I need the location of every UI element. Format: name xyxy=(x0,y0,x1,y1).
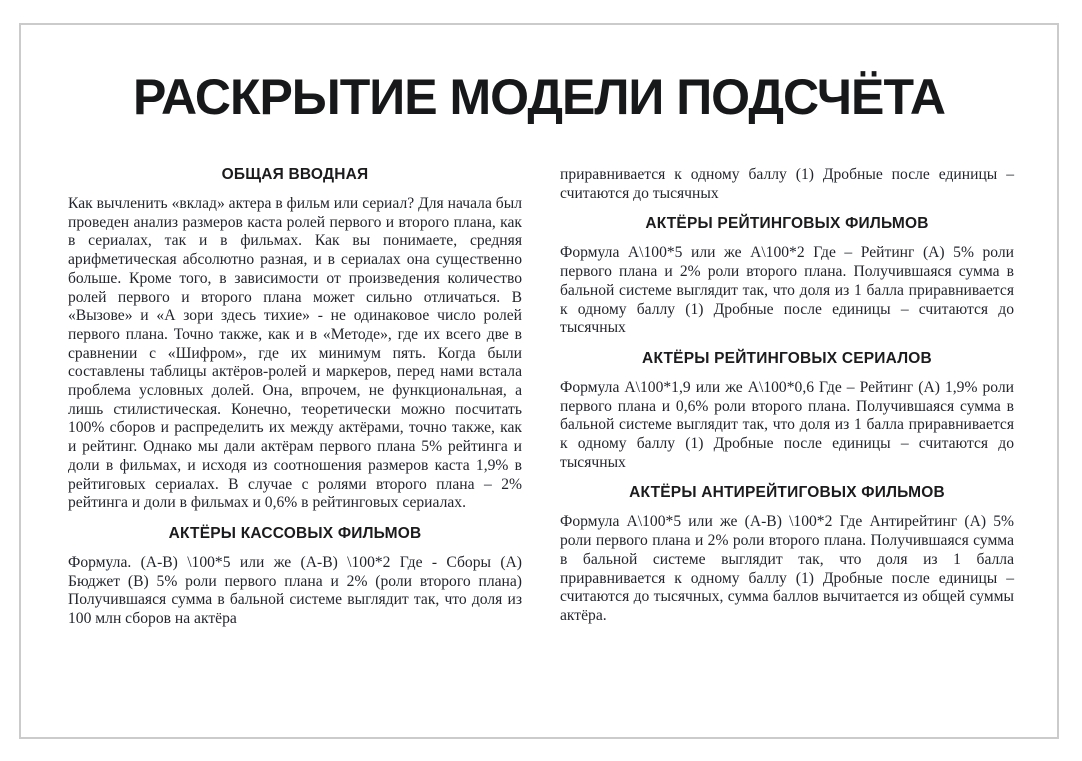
section-heading: ОБЩАЯ ВВОДНАЯ xyxy=(221,166,369,183)
section-rating-series-actors xyxy=(560,350,1014,473)
section-heading: АКТЁРЫ АНТИРЕЙТИГОВЫХ ФИЛЬМОВ xyxy=(629,484,945,502)
continuation-paragraph: приравнивается к одному баллу (1) Дробные после единицы – считаются до тысячных xyxy=(560,166,1014,202)
section-body: Формула А\100*1,9 или же А\100*0,6 Где – Рейтинг (А) 1,9% роли первого плана и 0,6% роли второго плана. Получившаяся сумма в бальной системе выглядит так, что доля из 1 балла приравнивается к одному баллу (1) Дробные после единицы – считаются до тысячных xyxy=(560,378,1014,471)
section-general-intro xyxy=(68,166,522,513)
section-heading: АКТЁРЫ РЕЙТИНГОВЫХ СЕРИАЛОВ xyxy=(642,349,932,367)
document-title: РАСКРЫТИЕ МОДЕЛИ ПОДСЧЁТА xyxy=(133,69,945,125)
section-heading: АКТЁРЫ КАССОВЫХ ФИЛЬМОВ xyxy=(168,524,422,542)
section-body: Формула. (А-В) \100*5 или же (А-В) \100*2 Где - Сборы (А) Бюджет (В) 5% роли первого плана и 2% (роли второго плана) Получившаяся сумма в бальной системе выглядит так, что доля из 100 млн сборов на актёра xyxy=(68,553,522,628)
section-body: Формула А\100*5 или же (А-В) \100*2 Где Антирейтинг (А) 5% роли первого плана и 2% роли второго плана. Получившаяся сумма в бальной системе выглядит так, что доля из 1 балла приравнивается к одному баллу (1) Дробные после единицы – считаются до тысячных, сумма баллов вычитается из общей суммы актёра. xyxy=(560,513,1014,624)
section-body: Как вычленить «вклад» актера в фильм или сериал? Для начала был проведен анализ размеров каста ролей первого и второго плана, как в сериалах, так и в фильмах. Как вы понимаете, средняя арифметическая абсолютно разная, и в сериалах она существенно больше. Кроме того, в зависимости от произведения количество ролей первого и второго плана может сильно отличаться. В «Вызове» и «А зори здесь тихие» - не одинаковое число ролей первого плана. Точно также, как и в «Методе», где их всего две в сравнении с «Шифром», где их минимум пять. Когда были составлены таблицы актёров-ролей и маркеров, перед нами встала проблема условных долей. Она, впрочем, не функциональная, а лишь стилистическая. Конечно, теоретически можно посчитать 100% сборов и распределить их между актёрами, точно также, как и рейтинг. Однако мы дали актёрам первого плана 5% рейтинга и доли в фильмах, и исходя из соотношения размеров каста 1,9% в рейтиговых сериалах. В случае с ролями второго плана – 2% рейтинга и доли в фильмах и 0,6% в рейтинговых сериалах. xyxy=(68,195,522,512)
right-column xyxy=(560,166,1014,626)
section-heading: АКТЁРЫ РЕЙТИНГОВЫХ ФИЛЬМОВ xyxy=(645,215,929,233)
section-body: Формула А\100*5 или же А\100*2 Где – Рейтинг (А) 5% роли первого плана и 2% роли второго плана. Получившаяся сумма в бальной системе выглядит так, что доля из 1 балла приравнивается к одному баллу (1) Дробные после единицы – считаются до тысячных xyxy=(560,244,1014,337)
document-page xyxy=(19,23,1059,739)
section-antirating-film-actors xyxy=(560,484,1014,625)
section-rating-film-actors xyxy=(560,215,1014,338)
section-box-office-film-actors xyxy=(68,525,522,629)
two-column-layout xyxy=(21,166,1057,629)
left-column xyxy=(68,166,522,629)
